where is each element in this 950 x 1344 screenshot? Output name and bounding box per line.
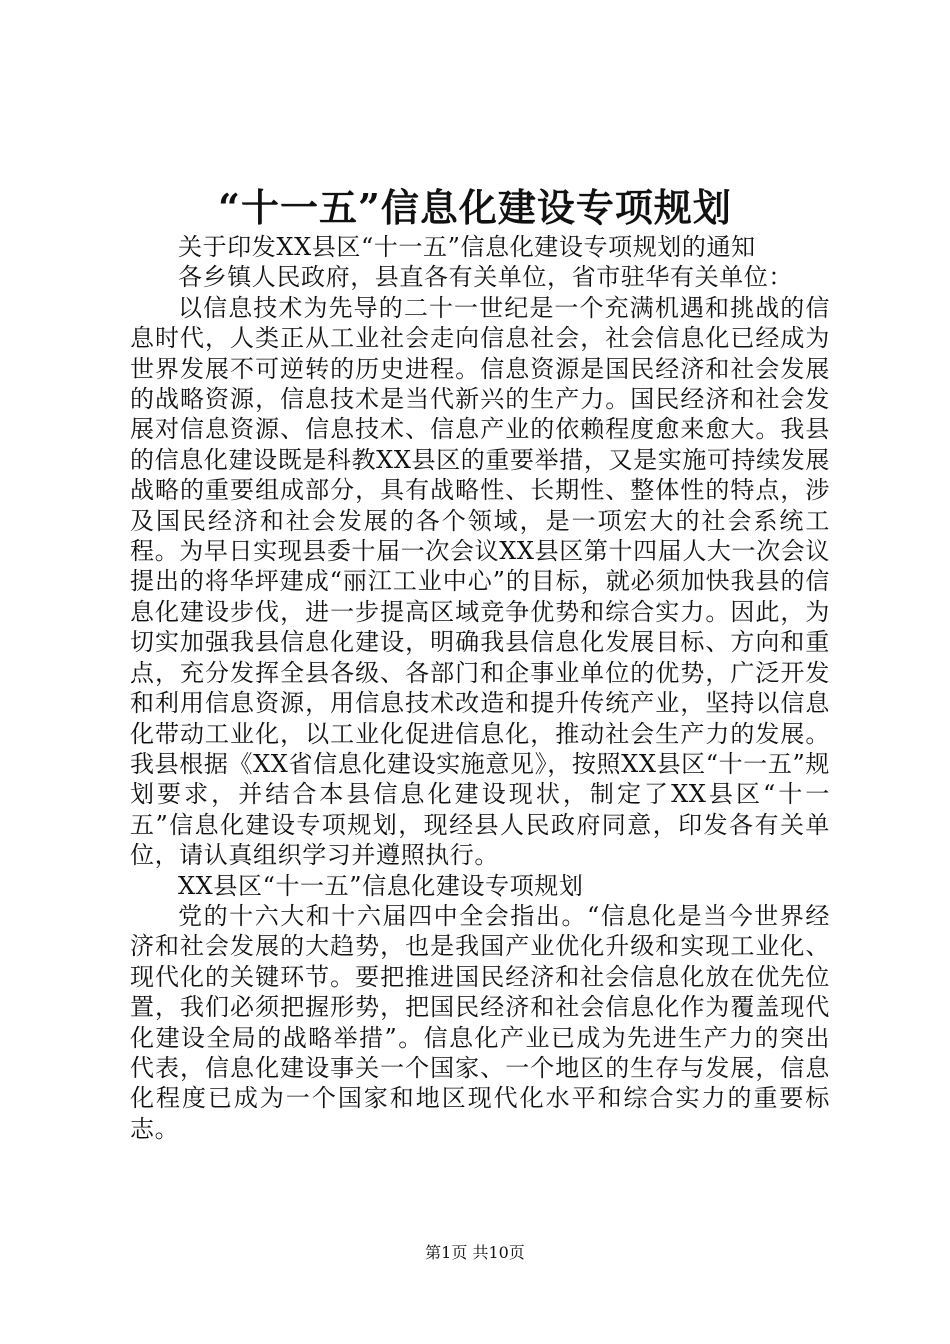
document-title: “十一五”信息化建设专项规划 bbox=[218, 185, 732, 230]
paragraph-intro: 以信息技术为先导的二十一世纪是一个充满机遇和挑战的信息时代，人类正从工业社会走向信息社会，社会信息化已经成为世界发展不可逆转的历史进程。信息资源是国民经济和社会发展的战略资源，信息技术是当代新兴的生产力。国民经济和社会发展对信息资源、信息技术、信息产业的依赖程度愈来愈大。我县的信息化建设既是科教XX县区的重要举措，又是实施可持续发展战略的重要组成部分，具有战略性、长期性、整体性的特点，涉及国民经济和社会发展的各个领域，是一项宏大的社会系统工程。为早日实现县委十届一次会议XX县区第十四届人大一次会议提出的将华坪建成“丽江工业中心”的目标，就必须加快我县的信息化建设步伐，进一步提高区域竞争优势和综合实力。因此，为切实加强我县信息化建设，明确我县信息化发展目标、方向和重点，充分发挥全县各级、各部门和企事业单位的优势，广泛开发和利用信息资源，用信息技术改造和提升传统产业，坚持以信息化带动工业化，以工业化促进信息化，推动社会生产力的发展。我县根据《XX省信息化建设实施意见》，按照XX县区“十一五”规划要求，并结合本县信息化建设现状，制定了XX县区“十一五”信息化建设专项规划，现经县人民政府同意，印发各有关单位，请认真组织学习并遵照执行。 bbox=[130, 293, 830, 870]
salutation: 各乡镇人民政府，县直各有关单位，省市驻华有关单位： bbox=[178, 263, 793, 292]
paragraph-background: 党的十六大和十六届四中全会指出。“信息化是当今世界经济和社会发展的大趋势，也是我国产业优化升级和实现工业化、现代化的关键环节。要把推进国民经济和社会信息化放在优先位置，我们必须把握形势，把国民经济和社会信息化作为覆盖现代化建设全局的战略举措”。信息化产业已成为先进生产力的突出代表，信息化建设事关一个国家、一个地区的生存与发展，信息化程度已成为一个国家和地区现代化水平和综合实力的重要标志。 bbox=[130, 901, 830, 1143]
page-number: 第1页 共10页 bbox=[425, 1243, 525, 1262]
document-body bbox=[130, 232, 830, 1144]
notice-heading: 关于印发XX县区“十一五”信息化建设专项规划的通知 bbox=[178, 233, 756, 261]
plan-subtitle: XX县区“十一五”信息化建设专项规划 bbox=[178, 871, 584, 900]
